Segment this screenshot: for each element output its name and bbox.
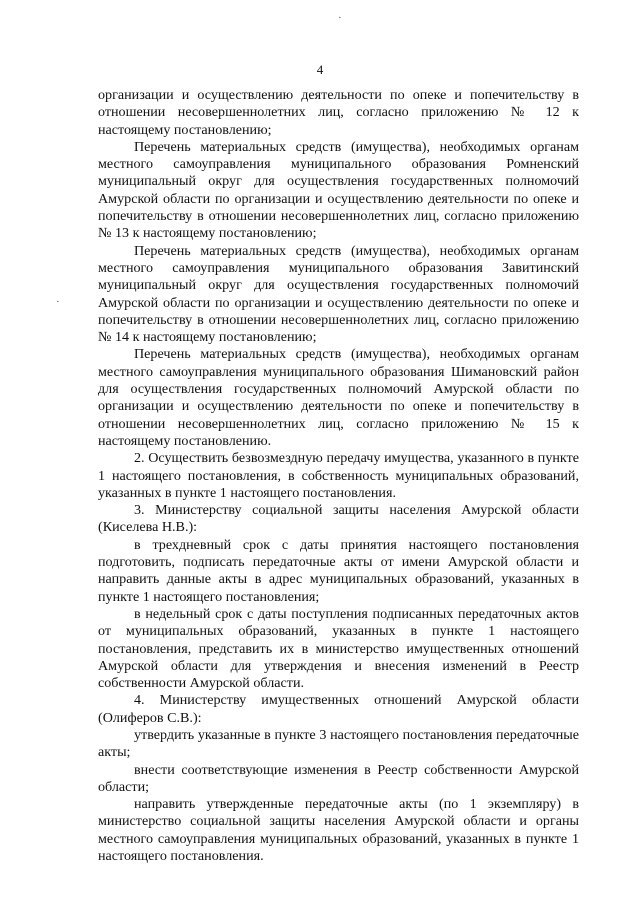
paragraph-clause-4: 4. Министерству имущественных отношений Амурской области (Олиферов С.В.): [98,692,579,726]
paragraph-clause-2: 2. Осуществить безвозмездную передачу имущества, указанного в пункте 1 настоящего постановления, в собственность муниципальных образований, указанных в пункте 1 настоящего постановления. [98,450,579,501]
document-body [98,87,579,865]
margin-mark: · [338,12,342,24]
paragraph-clause-3-item-1: в трехдневный срок с даты принятия настоящего постановления подготовить, подписать передаточные акты от имени Амурской области и направить данные акты в адрес муниципальных образований, указанных в пункте 1 настоящего постановления; [98,536,579,605]
paragraph-list-item-14: Перечень материальных средств (имущества), необходимых органам местного самоуправления муниципального образования Завитинский муниципальный округ для осуществления государственных полномочий Амурской области по организации и осуществлению деятельности по опеке и попечительству в отношении несовершеннолетних лиц, согласно приложению № 14 к настоящему постановлению; [98,242,579,346]
page-number: 4 [316,62,324,77]
paragraph-list-item-13: Перечень материальных средств (имущества), необходимых органам местного самоуправления муниципального образования Ромненский муниципальный округ для осуществления государственных полномочий Амурской области по организации и осуществлению деятельности по опеке и попечительству в отношении несовершеннолетних лиц, согласно приложению № 13 к настоящему постановлению; [98,138,579,242]
paragraph-clause-3-item-2: в недельный срок с даты поступления подписанных передаточных актов от муниципальных образований, указанных в пункте 1 настоящего постановления, представить их в министерство имущественных отношений Амурской области для утверждения и внесения изменений в Реестр собственности Амурской области. [98,605,579,692]
paragraph-clause-4-item-1: утвердить указанные в пункте 3 настоящего постановления передаточные акты; [98,726,579,761]
margin-mark: · [56,296,60,308]
paragraph-clause-4-item-3: направить утвержденные передаточные акты (по 1 экземпляру) в министерство социальной защиты населения Амурской области и органы местного самоуправления муниципальных образований, указанных в пункте 1 настоящего постановления. [98,796,579,865]
paragraph-clause-3: 3. Министерству социальной защиты населения Амурской области (Киселева Н.В.): [98,502,579,536]
paragraph-continuation: организации и осуществлению деятельности по опеке и попечительству в отношении несовершеннолетних лиц, согласно приложению № 12 к настоящему постановлению; [98,87,579,138]
paragraph-clause-4-item-2: внести соответствующие изменения в Реестр собственности Амурской области; [98,761,579,795]
paragraph-list-item-15: Перечень материальных средств (имущества), необходимых органам местного самоуправления муниципального образования Шимановский район для осуществления государственных полномочий Амурской области по организации и осуществлению деятельности по опеке и попечительству в отношении несовершеннолетних лиц, согласно приложению № 15 к настоящему постановлению. [98,346,579,449]
